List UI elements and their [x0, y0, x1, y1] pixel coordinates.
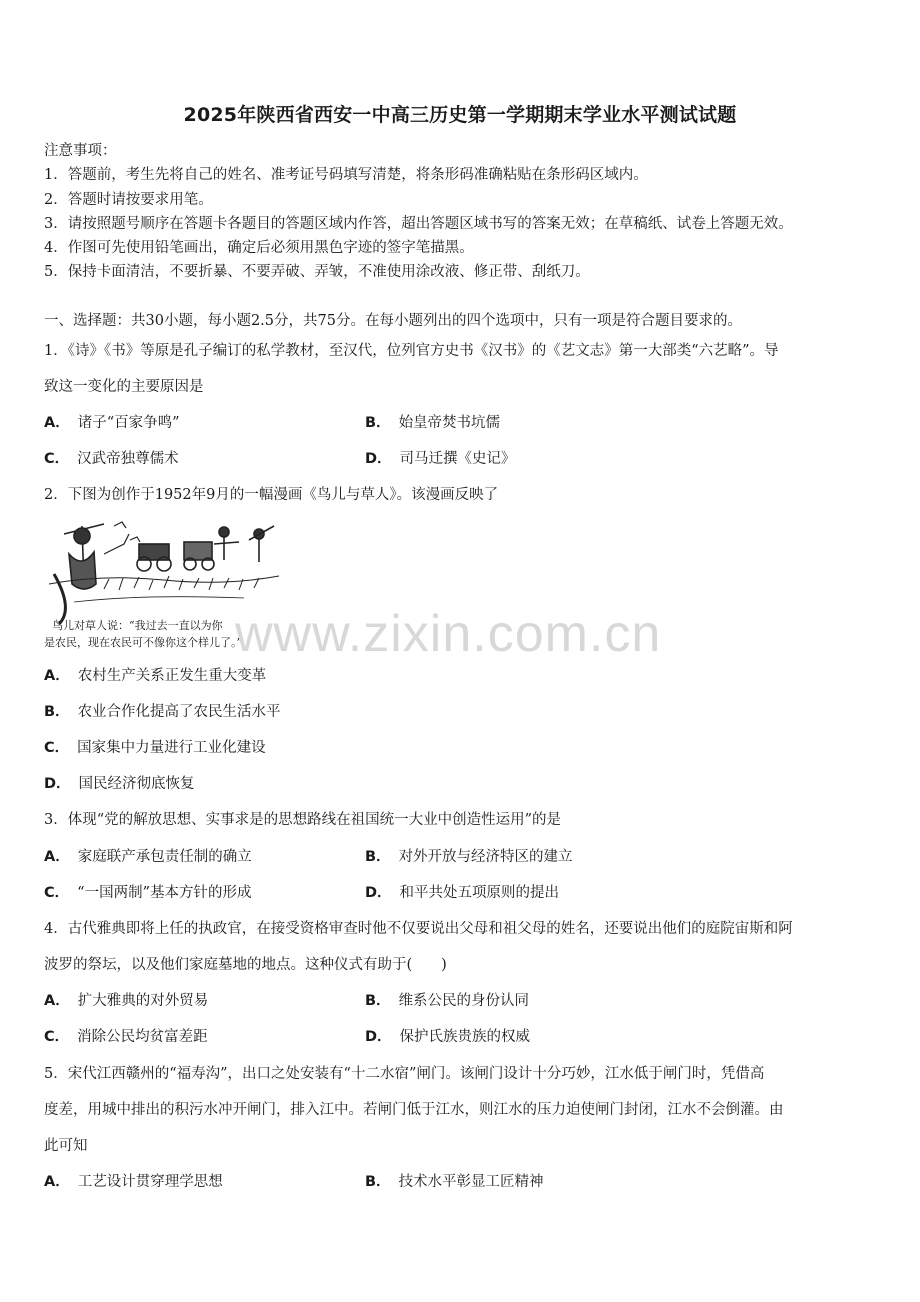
q2-option-d: D． 国民经济彻底恢复 — [44, 776, 195, 792]
q4-option-c: C． 消除公民均贫富差距 — [44, 1029, 208, 1045]
question-4-stem: 波罗的祭坛，以及他们家庭墓地的地点。这种仪式有助于( ) — [44, 957, 447, 973]
q4-option-d: D． 保护氏族贵族的权威 — [365, 1029, 531, 1045]
q3-option-c: C． “一国两制”基本方针的形成 — [44, 885, 252, 901]
question-4-stem: 4．古代雅典即将上任的执政官，在接受资格审查时他不仅要说出父母和祖父母的姓名，还要说出他们的庭院宙斯和阿 — [44, 921, 793, 937]
q1-option-b: B． 始皇帝焚书坑儒 — [365, 415, 501, 431]
page-title: 2025年陕西省西安一中高三历史第一学期期末学业水平测试试题 — [183, 104, 737, 126]
q4-option-a: A． 扩大雅典的对外贸易 — [44, 993, 209, 1009]
notice-item: 2．答题时请按要求用笔。 — [44, 192, 213, 208]
question-3-stem: 3．体现“党的解放思想、实事求是的思想路线在祖国统一大业中创造性运用”的是 — [44, 812, 562, 828]
notice-heading: 注意事项： — [44, 143, 117, 159]
question-2-stem: 2．下图为创作于1952年9月的一幅漫画《鸟儿与草人》。该漫画反映了 — [44, 487, 499, 503]
q1-option-a: A． 诸子“百家争鸣” — [44, 415, 180, 431]
q4-option-b: B． 维系公民的身份认同 — [365, 993, 530, 1009]
notice-item: 1．答题前，考生先将自己的姓名、准考证号码填写清楚，将条形码准确粘贴在条形码区域内。 — [44, 167, 648, 183]
question-1-stem: 致这一变化的主要原因是 — [44, 379, 204, 395]
q3-option-d: D． 和平共处五项原则的提出 — [365, 885, 560, 901]
question-5-stem: 此可知 — [44, 1138, 88, 1154]
notice-item: 4．作图可先使用铅笔画出，确定后必须用黑色字迹的签字笔描黑。 — [44, 240, 474, 256]
cartoon-caption: 是农民，现在农民可不像你这个样儿了。” — [44, 636, 243, 649]
cartoon-caption: 鸟儿对草人说：“我过去一直以为你 — [52, 619, 223, 632]
section-heading: 一、选择题：共30小题，每小题2.5分，共75分。在每小题列出的四个选项中，只有一项是符合题目要求的。 — [44, 313, 742, 329]
watermark-text: www.zixin.com.cn — [235, 605, 662, 663]
q5-option-a: A． 工艺设计贯穿理学思想 — [44, 1174, 223, 1190]
notice-item: 3．请按照题号顺序在答题卡各题目的答题区域内作答，超出答题区域书写的答案无效；在草稿纸、试卷上答题无效。 — [44, 216, 793, 232]
q1-option-c: C． 汉武帝独尊儒术 — [44, 451, 179, 467]
question-1-stem: 1．《诗》《书》等原是孔子编订的私学教材，至汉代，位列官方史书《汉书》的《艺文志》第一大部类“六艺略”。导 — [44, 343, 779, 359]
question-5-stem: 5．宋代江西赣州的“福寿沟”，出口之处安装有“十二水宿”闸门。该闸门设计十分巧妙，江水低于闸门时，凭借高 — [44, 1066, 765, 1082]
q2-option-a: A． 农村生产关系正发生重大变革 — [44, 668, 267, 684]
q1-option-d: D． 司马迁撰《史记》 — [365, 451, 516, 467]
q2-option-b: B． 农业合作化提高了农民生活水平 — [44, 704, 281, 720]
notice-item: 5．保持卡面清洁，不要折暴、不要弄破、弄皱，不准使用涂改液、修正带、刮纸刀。 — [44, 264, 590, 280]
q5-option-b: B． 技术水平彰显工匠精神 — [365, 1174, 544, 1190]
q3-option-a: A． 家庭联产承包责任制的确立 — [44, 849, 252, 865]
q3-option-b: B． 对外开放与经济特区的建立 — [365, 849, 573, 865]
q2-option-c: C． 国家集中力量进行工业化建设 — [44, 740, 266, 756]
question-5-stem: 度差，用城中排出的积污水冲开闸门，排入江中。若闸门低于江水，则江水的压力迫使闸门封闭，江水不会倒灌。由 — [44, 1102, 784, 1118]
